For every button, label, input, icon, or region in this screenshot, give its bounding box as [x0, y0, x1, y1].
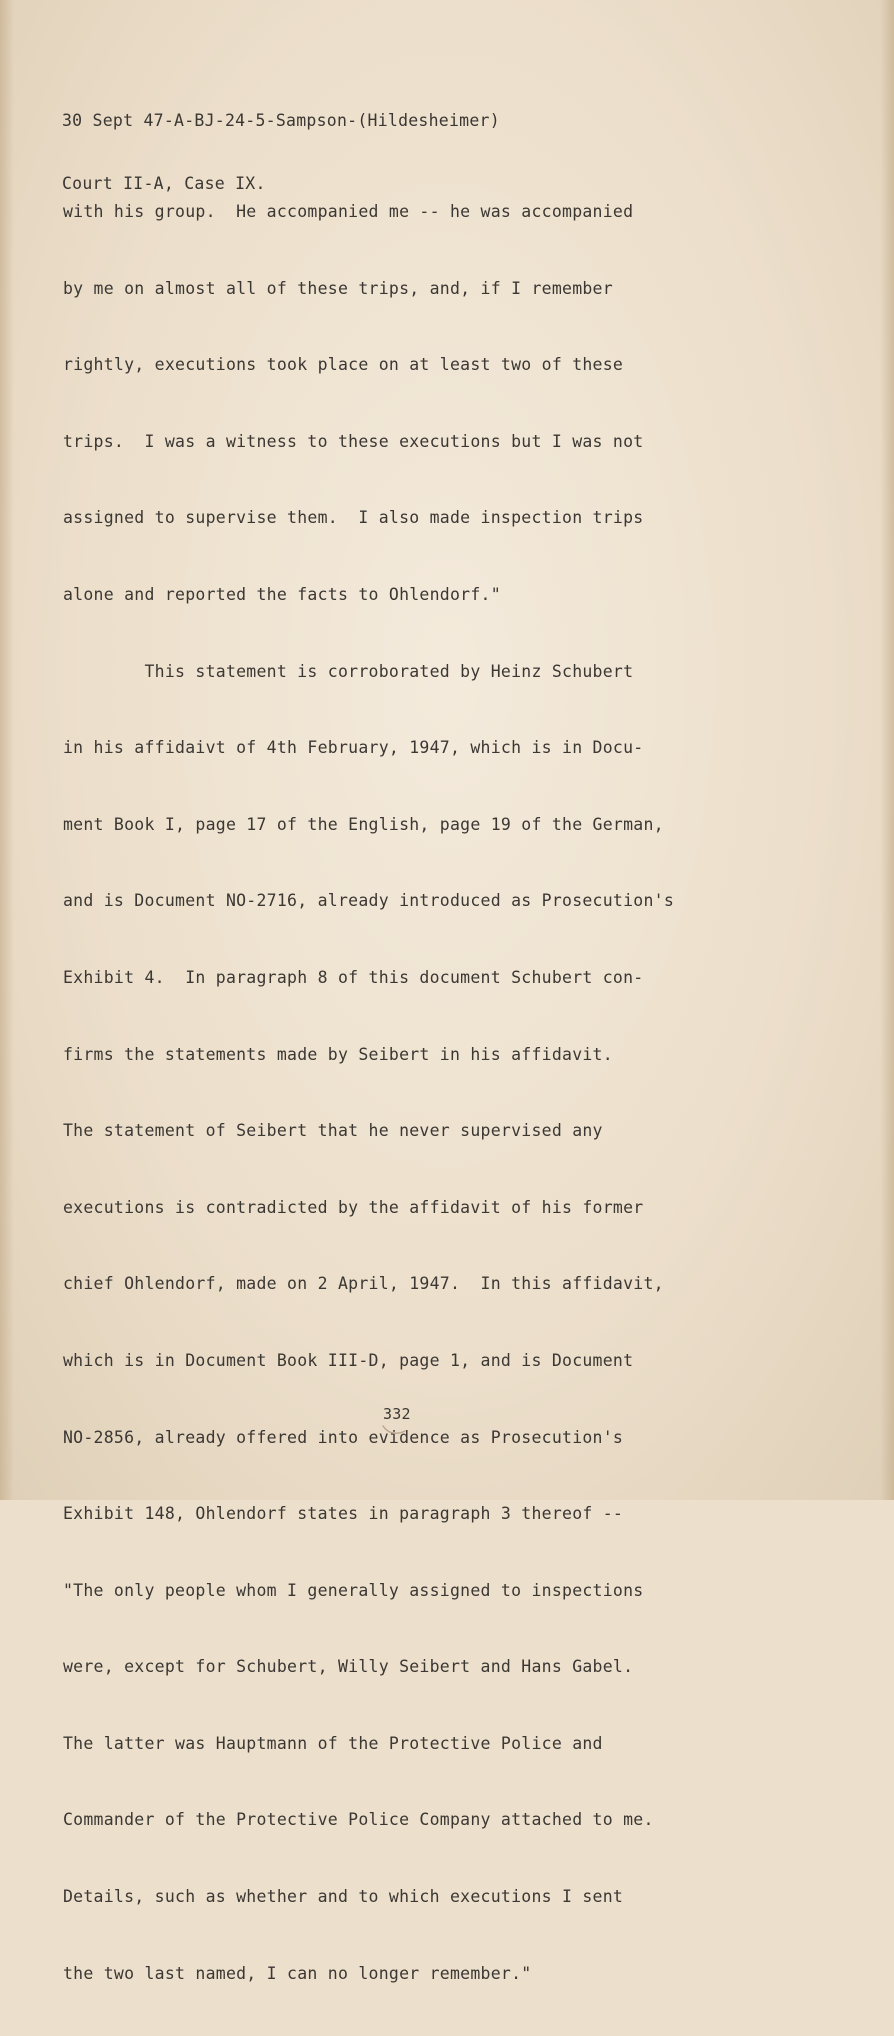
- body-line: and is Document NO-2716, already introduced as Prosecution's: [63, 891, 675, 911]
- body-line: the two last named, I can no longer remember.": [63, 1963, 532, 1983]
- body-line: NO-2856, already offered into evidence as Prosecution's: [63, 1427, 624, 1447]
- body-line: were, except for Schubert, Willy Seibert and Hans Gabel.: [63, 1657, 634, 1677]
- page-edge-shadow-right: [880, 0, 894, 1500]
- body-line: ment Book I, page 17 of the English, page 19 of the German,: [63, 814, 664, 834]
- page-edge-shadow-left: [0, 0, 14, 1500]
- body-line: executions is contradicted by the affidavit of his former: [63, 1197, 644, 1217]
- body-line: chief Ohlendorf, made on 2 April, 1947. In this affidavit,: [63, 1274, 664, 1294]
- body-line: which is in Document Book III-D, page 1, and is Document: [63, 1350, 634, 1370]
- body-line: with his group. He accompanied me -- he was accompanied: [63, 202, 634, 221]
- body-line: firms the statements made by Seibert in his affidavit.: [63, 1044, 613, 1064]
- pencil-check-mark-icon: [381, 1423, 407, 1435]
- body-line: rightly, executions took place on at least two of these: [63, 355, 624, 375]
- page-number: 332: [383, 1405, 411, 1423]
- body-line: "The only people whom I generally assigned to inspections: [63, 1580, 644, 1600]
- body-line: by me on almost all of these trips, and, if I remember: [63, 278, 613, 298]
- body-line: Details, such as whether and to which executions I sent: [63, 1887, 624, 1907]
- body-line: The latter was Hauptmann of the Protective Police and: [63, 1733, 603, 1753]
- body-line: The statement of Seibert that he never supervised any: [63, 1121, 603, 1141]
- body-line: This statement is corroborated by Heinz Schubert: [63, 661, 634, 681]
- header-reference-line: 30 Sept 47-A-BJ-24-5-Sampson-(Hildesheimer): [62, 111, 500, 130]
- header-court-line: Court II-A, Case IX.: [62, 174, 266, 193]
- body-line: in his affidaivt of 4th February, 1947, which is in Docu-: [63, 738, 644, 758]
- transcript-body: [63, 160, 863, 2036]
- body-line: alone and reported the facts to Ohlendorf.": [63, 584, 501, 604]
- body-line: trips. I was a witness to these executions but I was not: [63, 431, 644, 451]
- body-line: Commander of the Protective Police Company attached to me.: [63, 1810, 654, 1830]
- body-line: assigned to supervise them. I also made inspection trips: [63, 508, 644, 528]
- body-line: Exhibit 148, Ohlendorf states in paragraph 3 thereof --: [63, 1504, 624, 1524]
- body-line: Exhibit 4. In paragraph 8 of this document Schubert con-: [63, 967, 644, 987]
